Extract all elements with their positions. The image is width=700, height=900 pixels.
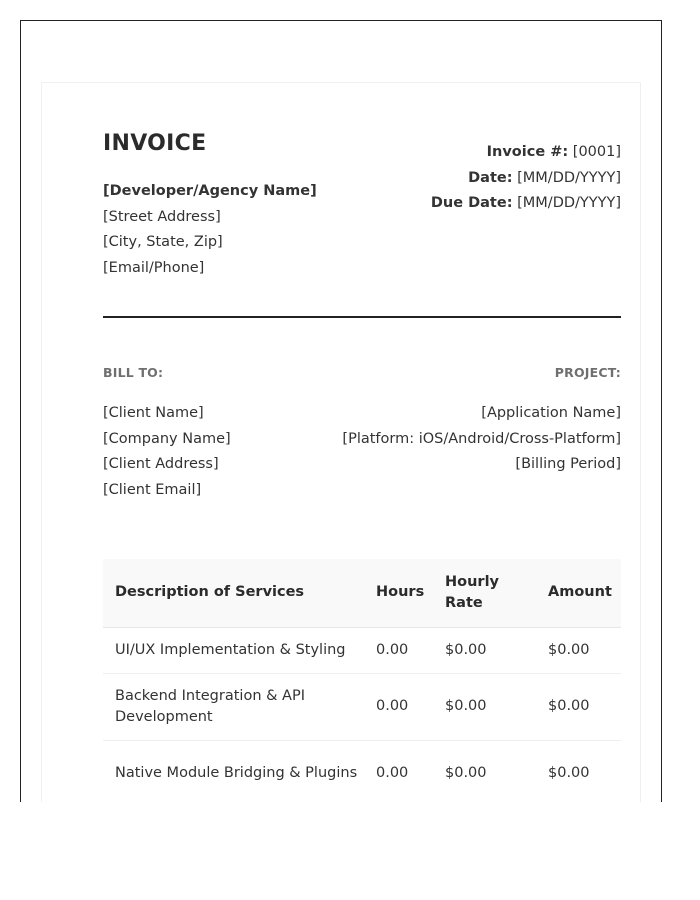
client-name: [Client Name] <box>103 405 204 421</box>
row-rate: $0.00 <box>433 673 536 740</box>
row-amount: $0.00 <box>536 740 621 802</box>
invoice-date-value: [MM/DD/YYYY] <box>517 169 621 186</box>
table-row <box>103 627 621 673</box>
client-address: [Client Address] <box>103 456 219 473</box>
header-divider <box>103 316 621 318</box>
invoice-due-value: [MM/DD/YYYY] <box>517 195 621 212</box>
row-hours: 0.00 <box>364 740 433 802</box>
row-rate: $0.00 <box>433 740 536 802</box>
header-rate: Hourly Rate <box>433 559 536 627</box>
row-rate: $0.00 <box>433 627 536 673</box>
invoice-date-label: Date: <box>468 169 513 186</box>
project-block <box>342 401 621 478</box>
invoice-meta <box>431 140 621 217</box>
row-hours: 0.00 <box>364 673 433 740</box>
sender-contact: [Email/Phone] <box>103 260 205 277</box>
invoice-number-line <box>431 140 621 166</box>
sender-street: [Street Address] <box>103 208 221 225</box>
row-hours: 0.00 <box>364 627 433 673</box>
invoice-title: INVOICE <box>103 131 207 156</box>
header-amount: Amount <box>536 559 621 627</box>
table-header-row <box>103 559 621 627</box>
invoice-due-line <box>431 191 621 217</box>
client-company: [Company Name] <box>103 430 231 447</box>
project-label: PROJECT: <box>554 365 621 380</box>
row-description: UI/UX Implementation & Styling <box>103 627 364 673</box>
invoice-due-label: Due Date: <box>430 195 513 212</box>
page-frame <box>20 20 662 802</box>
client-email: [Client Email] <box>103 482 202 499</box>
sender-block <box>103 179 317 282</box>
bill-to-block <box>103 401 231 504</box>
invoice-sheet <box>41 82 641 802</box>
project-platform: [Platform: iOS/Android/Cross-Platform] <box>342 430 621 447</box>
services-table <box>103 559 621 802</box>
invoice-number-value: [0001] <box>572 144 621 160</box>
table-row <box>103 740 621 802</box>
row-description: Native Module Bridging & Plugins <box>103 740 364 802</box>
table-row <box>103 673 621 740</box>
invoice-number-label: Invoice #: <box>486 144 569 160</box>
sender-city: [City, State, Zip] <box>103 234 223 251</box>
header-hours: Hours <box>364 559 433 627</box>
project-app-name: [Application Name] <box>481 405 621 421</box>
bill-to-label: BILL TO: <box>103 365 164 380</box>
project-period: [Billing Period] <box>515 456 621 473</box>
sender-name: [Developer/Agency Name] <box>103 183 317 199</box>
row-description: Backend Integration & API Development <box>103 673 364 740</box>
row-amount: $0.00 <box>536 627 621 673</box>
row-amount: $0.00 <box>536 673 621 740</box>
invoice-date-line <box>431 166 621 192</box>
header-description: Description of Services <box>103 559 364 627</box>
